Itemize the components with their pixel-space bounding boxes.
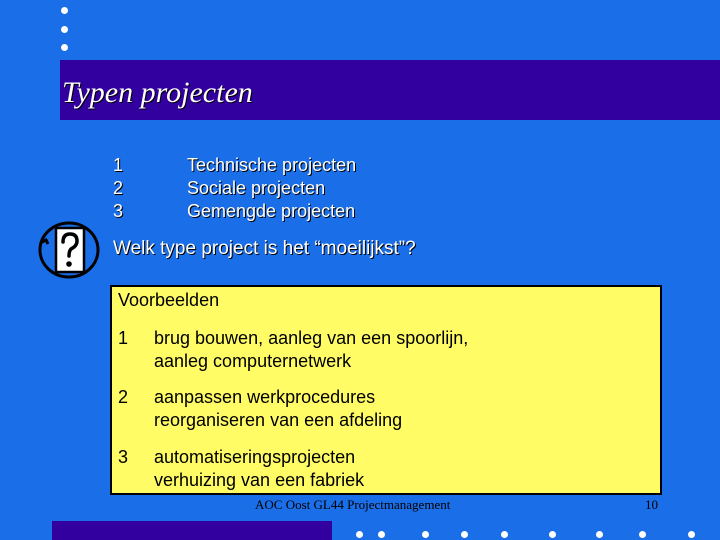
- list-number: 1: [113, 155, 124, 175]
- dot-icon: [378, 531, 385, 538]
- dot-icon: [596, 531, 603, 538]
- project-type-item: Sociale projecten: [187, 178, 326, 198]
- project-type-item: Technische projecten: [187, 155, 357, 175]
- example-line: aanleg computernetwerk: [154, 351, 352, 371]
- project-type-list: [187, 154, 356, 223]
- question-text: Welk type project is het “moeilijkst”?: [113, 238, 416, 259]
- example-line: verhuizing van een fabriek: [154, 470, 365, 490]
- dot-icon: [688, 531, 695, 538]
- bottom-bar: [52, 521, 332, 540]
- dot-icon: [461, 531, 468, 538]
- number-list: [113, 154, 123, 223]
- example-number: 1: [118, 328, 129, 348]
- footer: [0, 497, 720, 515]
- example-line: brug bouwen, aanleg van een spoorlijn,: [154, 328, 469, 348]
- example-line: automatiseringsprojecten: [154, 447, 356, 467]
- dot-icon: [501, 531, 508, 538]
- example-line: reorganiseren van een afdeling: [154, 410, 403, 430]
- example-number: 2: [118, 387, 129, 407]
- example-line: aanpassen werkprocedures: [154, 387, 376, 407]
- question-mark-icon: [36, 220, 100, 280]
- footer-text: AOC Oost GL44 Projectmanagement: [255, 497, 451, 512]
- dot-icon: [549, 531, 556, 538]
- examples-heading: Voorbeelden: [118, 290, 220, 310]
- dot-icon: [356, 531, 363, 538]
- list-number: 3: [113, 201, 124, 221]
- project-type-item: Gemengde projecten: [187, 201, 356, 221]
- dot-icon: [61, 44, 68, 51]
- dot-icon: [61, 26, 68, 33]
- page-number: 10: [645, 497, 658, 512]
- dot-icon: [422, 531, 429, 538]
- dot-icon: [61, 7, 68, 14]
- slide-title: Typen projecten: [62, 76, 253, 109]
- dot-icon: [639, 531, 646, 538]
- example-number: 3: [118, 447, 129, 467]
- list-number: 2: [113, 178, 124, 198]
- examples-box: [110, 285, 662, 495]
